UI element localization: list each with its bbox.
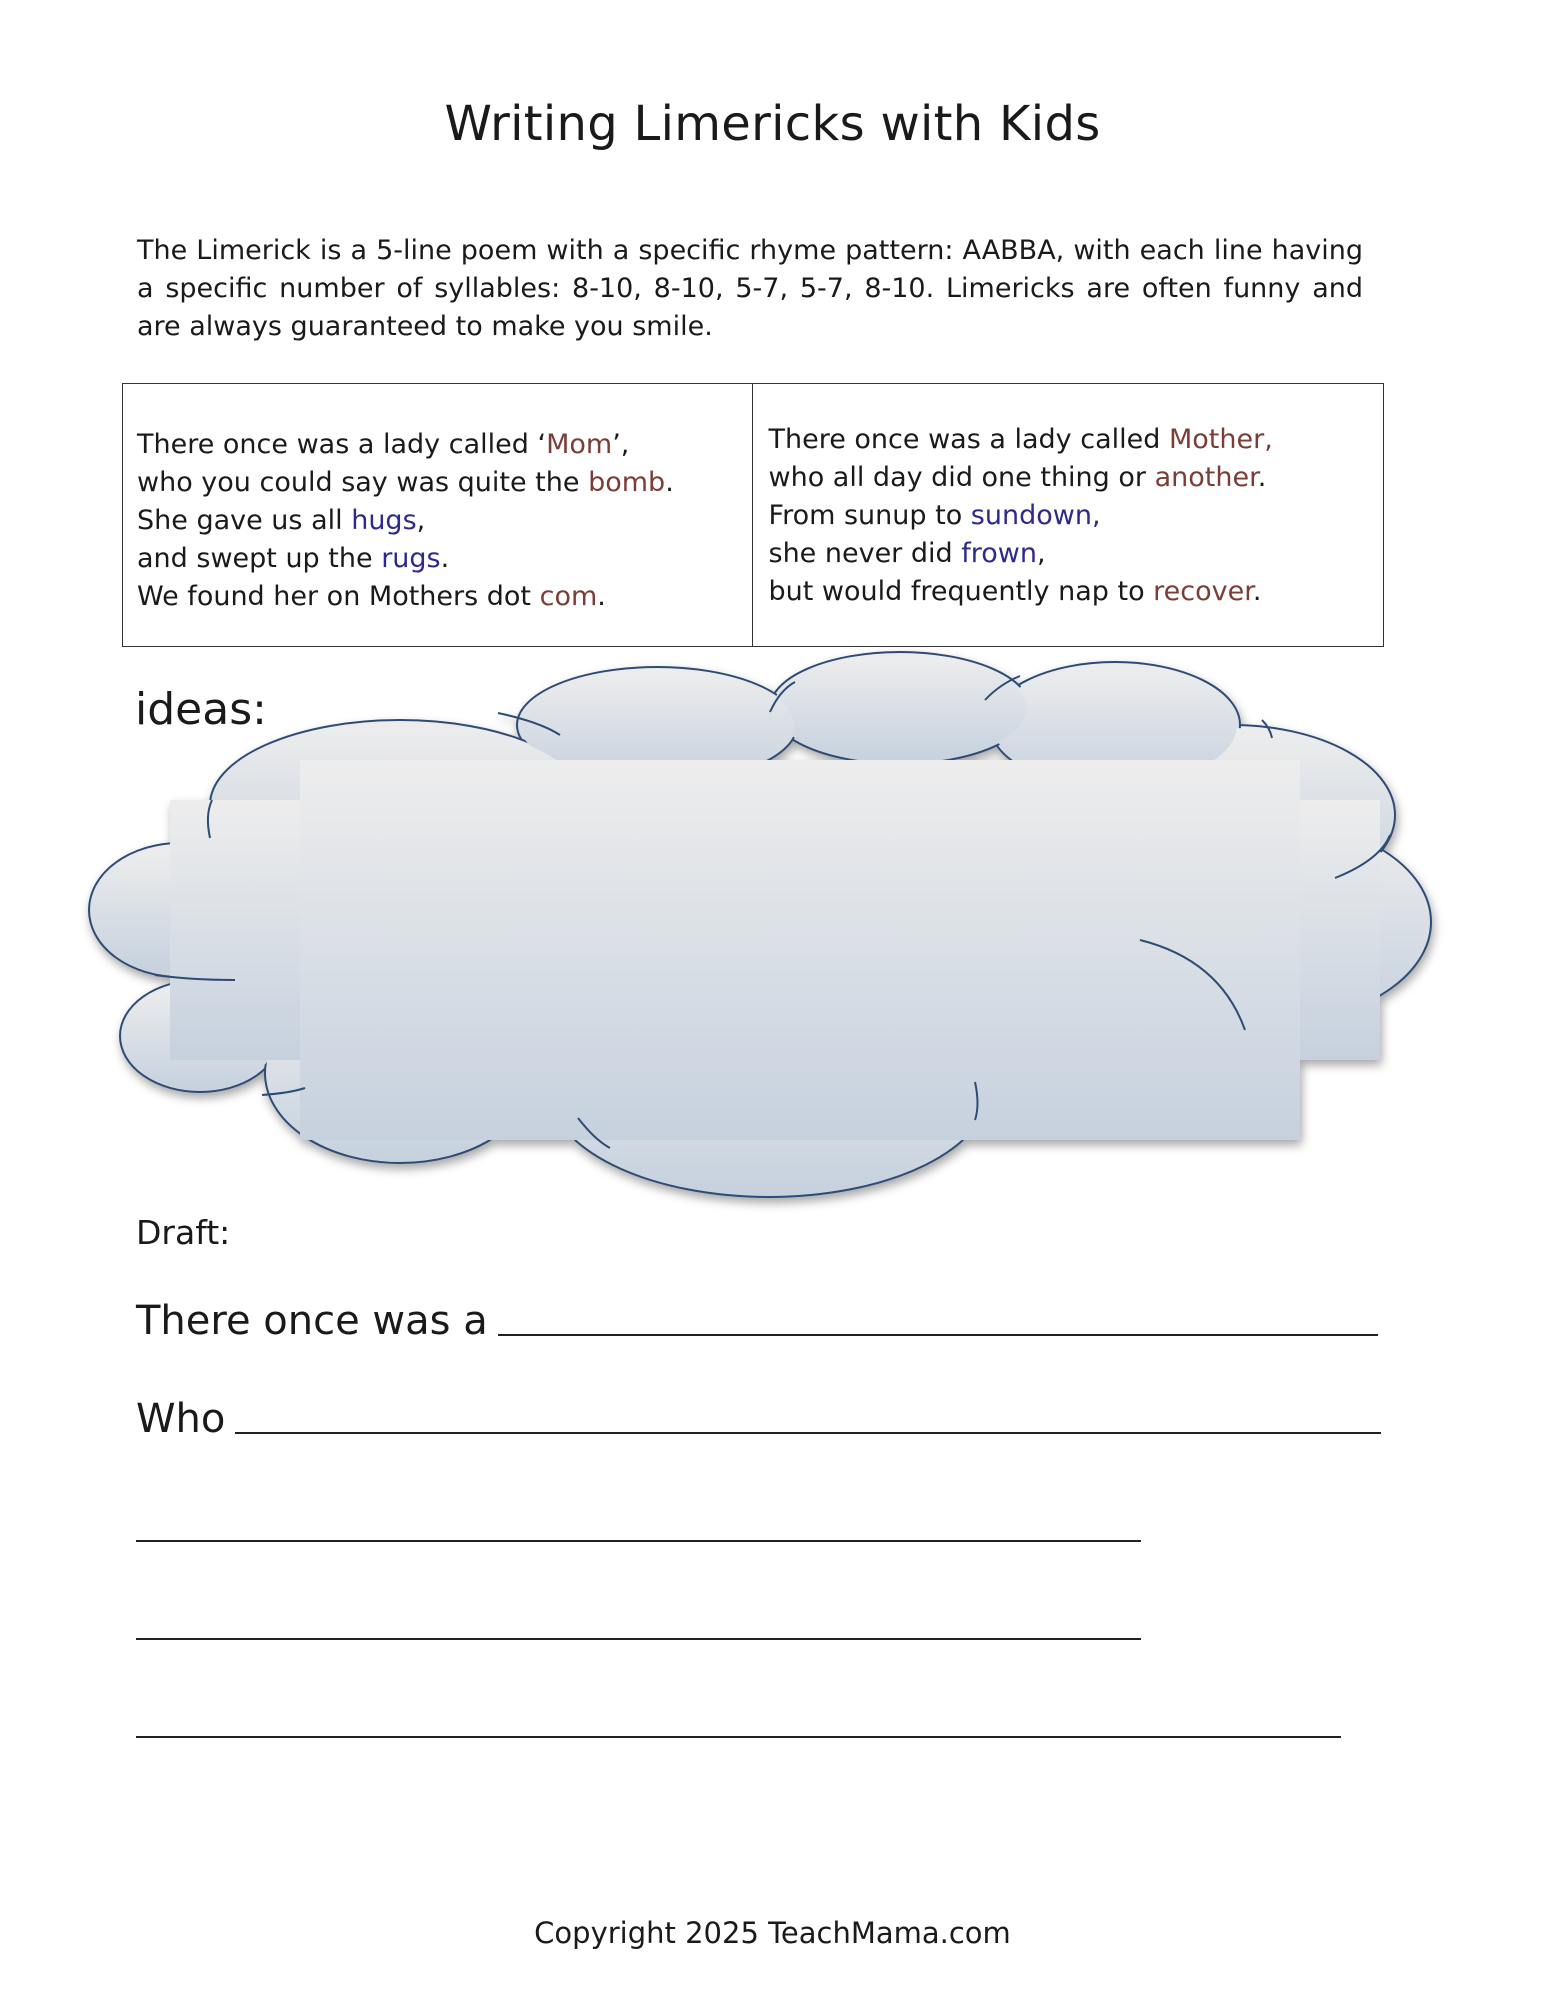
example-line: She gave us all hugs, (137, 505, 426, 536)
example-line: and swept up the rugs. (137, 543, 450, 574)
page-title: Writing Limericks with Kids (444, 96, 1101, 152)
rhyme-word: another (1154, 462, 1258, 493)
example-line: who you could say was quite the bomb. (137, 467, 674, 498)
example-line: There once was a lady called ‘Mom’, (137, 429, 630, 460)
draft-line-1-blank[interactable] (498, 1334, 1378, 1336)
draft-line-2 (136, 1396, 1381, 1442)
draft-line-4-blank[interactable] (136, 1638, 1141, 1640)
rhyme-word: Mother, (1168, 424, 1273, 455)
example-line: From sunup to sundown, (768, 500, 1101, 531)
draft-line-5-blank[interactable] (136, 1736, 1341, 1738)
draft-line-1 (136, 1298, 1378, 1344)
example-line: There once was a lady called Mother, (768, 424, 1273, 455)
rhyme-word: bomb (588, 467, 666, 498)
example-line: We found her on Mothers dot com. (137, 581, 606, 612)
ideas-label: ideas: (135, 684, 267, 735)
example-line: who all day did one thing or another. (768, 462, 1267, 493)
draft-line-1-prefix: There once was a (136, 1298, 488, 1344)
cloud-shape (89, 652, 1431, 1197)
rhyme-word: recover (1153, 576, 1253, 607)
example-limerick-mom (123, 384, 753, 646)
examples-table (122, 383, 1384, 647)
rhyme-word: hugs (351, 505, 417, 536)
example-line: she never did frown, (768, 538, 1046, 569)
example-limerick-mother (753, 384, 1384, 646)
rhyme-word: Mom (546, 429, 613, 460)
example-line: but would frequently nap to recover. (768, 576, 1262, 607)
draft-line-2-prefix: Who (136, 1396, 226, 1442)
draft-label: Draft: (136, 1213, 231, 1252)
copyright-footer: Copyright 2025 TeachMama.com (534, 1916, 1011, 1950)
rhyme-word: com (539, 581, 598, 612)
draft-line-2-blank[interactable] (235, 1432, 1381, 1434)
rhyme-word: sundown, (970, 500, 1101, 531)
draft-line-3-blank[interactable] (136, 1540, 1141, 1542)
rhyme-word: rugs (381, 543, 441, 574)
intro-paragraph: The Limerick is a 5-line poem with a specific rhyme pattern: AABBA, with each line having a specific number of syllables: 8-10, 8-10, 5-7, 5-7, 8-10. Limericks are often funny and are always guaranteed to make you smile. (137, 235, 1363, 342)
rhyme-word: frown (961, 538, 1037, 569)
